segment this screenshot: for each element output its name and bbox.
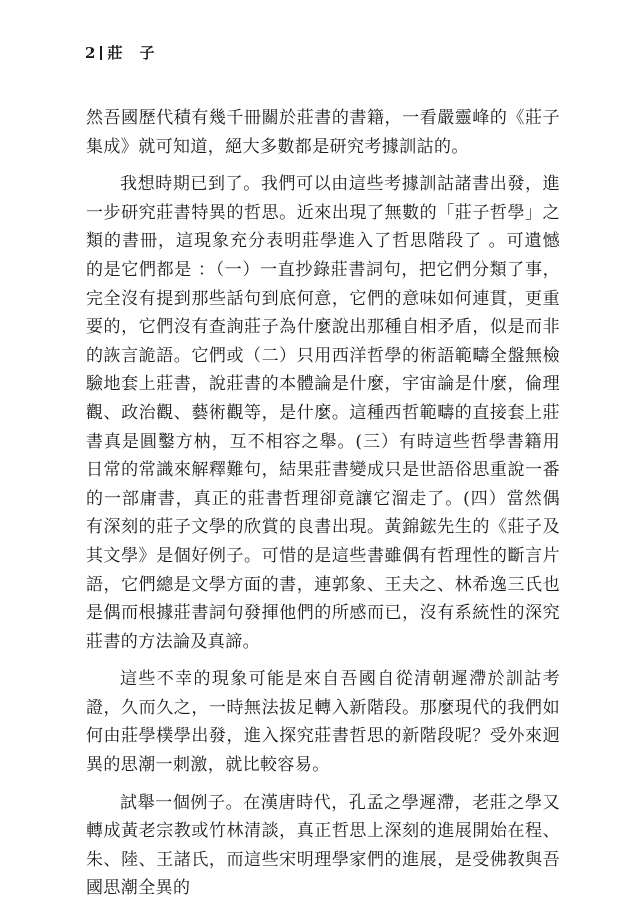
paragraph: 我想時期已到了。我們可以由這些考據訓詁諸書出發，進一步研究莊書特異的哲思。近來出現了無數的「莊子哲學」之類的書冊，這現象充分表明莊學進入了哲思階段了 。可遺憾的是它們都是 ：（一）一直抄錄莊書詞句，把它們分類了事，完全沒有提到那些話句到底何意，它們的意味如何連貫，更重要的，它們沒有查詢莊子為什麼說出那種自相矛盾，似是而非的詼言詭語。它們或（二）只用西洋哲學的術語範疇全盤無檢驗地套上莊書，說莊書的本體論是什麼，宇宙論是什麼，倫理觀、政治觀、藝術觀等，是什麼。這種西哲範疇的直接套上莊書真是圓鑿方枘，互不相容之舉。(三）有時這些哲學書籍用日常的常識來解釋難句，結果莊書變成只是世語俗思重說一番的一部庸書，真正的莊書哲理卻竟讓它溜走了。(四）當然偶有深刻的莊子文學的欣賞的良書出現。黃錦鋐先生的《莊子及其文學》是個好例子。可惜的是這些書雖偶有哲理性的斷言片語，它們總是文學方面的書，連郭象、王夫之、林希逸三氏也是偶而根據莊書詞句發揮他們的所感而已，沒有系統性的深究莊書的方法論及真諦。 [86, 174, 560, 652]
header-separator [100, 46, 102, 60]
paragraph-continued: 然吾國歷代積有幾千冊關於莊書的書籍，一看嚴靈峰的《莊子集成》就可知道，絕大多數都是研究考據訓詁的。 [86, 108, 560, 157]
page-number: 2 [85, 44, 97, 62]
paragraph: 試舉一個例子。在漢唐時代，孔孟之學遲滯，老莊之學又轉成黃老宗教或竹林清談，真正哲思上深刻的進展開始在程、朱、陸、王諸氏，而這些宋明理學家們的進展，是受佛教與吾國思潮全異的 [86, 792, 560, 899]
body-text [86, 104, 560, 912]
running-header [85, 42, 155, 63]
paragraph: 這些不幸的現象可能是來自吾國自從清朝遲滯於訓詁考證，久而久之，一時無法拔足轉入新階段。那麼現代的我們如何由莊學樸學出發，進入探究莊書哲思的新階段呢？受外來迥異的思潮一刺激，就比較容易。 [86, 669, 560, 776]
book-title: 莊 子 [107, 44, 156, 62]
